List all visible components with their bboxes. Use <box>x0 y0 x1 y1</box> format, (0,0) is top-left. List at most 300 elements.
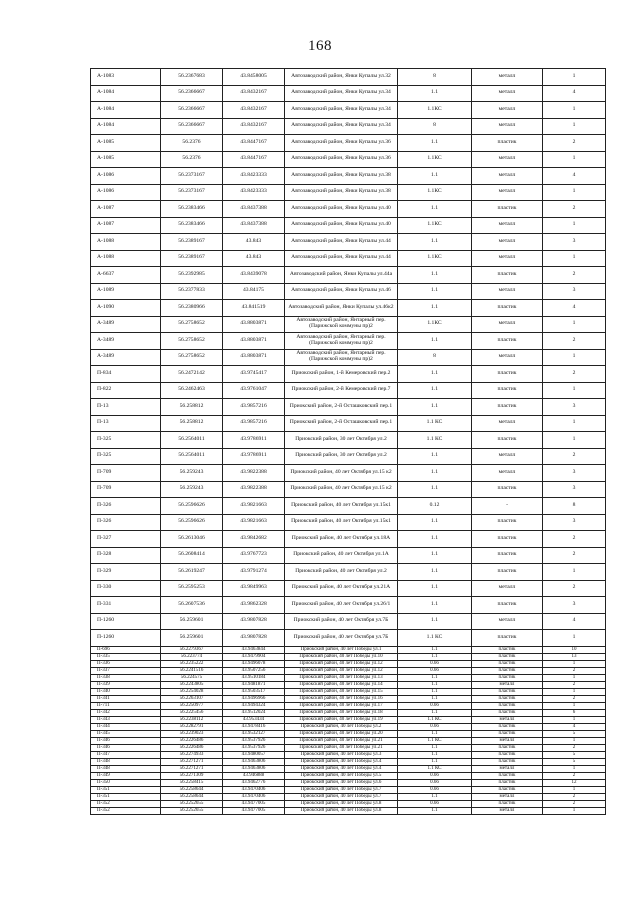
table-row <box>91 564 606 581</box>
address-cell: Приокский район, 40 лет Победы ул.17 <box>285 702 398 709</box>
container-volume-cell: 0.66 <box>398 702 472 709</box>
longitude-cell: 43.9477005 <box>223 807 285 814</box>
table-row <box>91 415 606 432</box>
container-volume-cell: 1.1 <box>398 531 472 548</box>
object-id-cell: А-3489 <box>91 316 161 333</box>
material-cell: - <box>472 498 543 515</box>
container-volume-cell: 1.1КС <box>398 250 472 267</box>
address-cell: Приокский район, 40 лет Победы ул.18 <box>285 709 398 716</box>
material-cell: пластик <box>472 660 543 667</box>
address-cell: Приокский район, 40 лет Победы ул.15 <box>285 688 398 695</box>
longitude-cell: 43.9767723 <box>223 547 285 564</box>
address-cell: Приокский район, 40 лет Победы ул.21 <box>285 744 398 751</box>
address-cell: Приокский район, 40 лет Победы ул.19 <box>285 716 398 723</box>
latitude-cell: 56.2613046 <box>161 531 223 548</box>
table-row <box>91 702 606 709</box>
address-cell: Приокский район, 40 лет Победы ул.6 <box>285 779 398 786</box>
container-volume-cell: 0.12 <box>398 498 472 515</box>
longitude-cell: 43.9761047 <box>223 382 285 399</box>
count-cell: 3 <box>543 597 606 614</box>
object-id-cell: П-345 <box>91 730 161 737</box>
address-cell: Приокский район, 40 лет Победы ул.10 <box>285 653 398 660</box>
address-cell: Приокский район, 1-й Кемеровский пер.2 <box>285 366 398 383</box>
longitude-cell: 43.9791274 <box>223 564 285 581</box>
count-cell: 3 <box>543 234 606 251</box>
object-id-cell: П-348 <box>91 765 161 772</box>
address-cell: Приокский район, 40 лет Победы ул.13 <box>285 674 398 681</box>
object-id-cell: П-336 <box>91 660 161 667</box>
longitude-cell: 43.8423333 <box>223 184 285 201</box>
container-volume-cell: 1.1 КС <box>398 716 472 723</box>
longitude-cell: 43.9786911 <box>223 432 285 449</box>
latitude-cell: 56.259601 <box>161 613 223 630</box>
material-cell: пластик <box>472 630 543 647</box>
latitude-cell: 56.2389167 <box>161 250 223 267</box>
object-id-cell: А-6637 <box>91 267 161 284</box>
longitude-cell: 43.9862328 <box>223 597 285 614</box>
table-row <box>91 723 606 730</box>
table-row <box>91 85 606 102</box>
address-cell: Приокский район, 40 лет Победы ул.5 <box>285 772 398 779</box>
table-row <box>91 807 606 814</box>
object-id-cell: П-346 <box>91 737 161 744</box>
table-row <box>91 786 606 793</box>
longitude-cell: 43.9807828 <box>223 630 285 647</box>
address-cell: Автозаводский район, Янки Купалы ул.32 <box>285 69 398 86</box>
longitude-cell: 43.9857216 <box>223 415 285 432</box>
address-cell: Приокский район, 40 лет Победы ул.14 <box>285 681 398 688</box>
latitude-cell: 56.2595253 <box>161 580 223 597</box>
container-volume-cell: 1.1 <box>398 674 472 681</box>
container-volume-cell: 1.1 <box>398 283 472 300</box>
latitude-cell: 56.2596626 <box>161 514 223 531</box>
object-id-cell: П-346 <box>91 744 161 751</box>
table-row <box>91 69 606 86</box>
table-row <box>91 646 606 653</box>
address-cell: Автозаводский район, Янки Купалы ул.46 <box>285 283 398 300</box>
latitude-cell: 56.2241516 <box>161 667 223 674</box>
address-cell: Приокский район, 40 лет Победы ул.7 <box>285 793 398 800</box>
latitude-cell: 56.2271309 <box>161 772 223 779</box>
material-cell: пластик <box>472 695 543 702</box>
address-cell: Автозаводский район, Янки Купалы ул.36 <box>285 135 398 152</box>
address-cell: Приокский район, 40 лет Октября ул.7Б <box>285 630 398 647</box>
material-cell: металл <box>472 465 543 482</box>
material-cell: металл <box>472 613 543 630</box>
count-cell: 2 <box>543 800 606 807</box>
latitude-cell: 56.2271271 <box>161 758 223 765</box>
material-cell: пластик <box>472 333 543 350</box>
count-cell: 2 <box>543 448 606 465</box>
count-cell: 1 <box>543 250 606 267</box>
latitude-cell: 56.2383466 <box>161 201 223 218</box>
table-row <box>91 201 606 218</box>
object-id-cell: П-337 <box>91 667 161 674</box>
material-cell: металл <box>472 765 543 772</box>
longitude-cell: 43.8458005 <box>223 69 285 86</box>
count-cell: 1 <box>543 382 606 399</box>
material-cell: пластик <box>472 399 543 416</box>
container-volume-cell: 0.66 <box>398 786 472 793</box>
count-cell: 1 <box>543 316 606 333</box>
address-cell: Приокский район, 40 лет Победы ул.2 <box>285 723 398 730</box>
material-cell: пластик <box>472 597 543 614</box>
object-id-cell: А-1083 <box>91 69 161 86</box>
address-cell: Автозаводский район, Янки Купалы ул.34 <box>285 102 398 119</box>
longitude-cell: 43.8437388 <box>223 201 285 218</box>
address-cell: Приокский район, 40 лет Победы ул.8 <box>285 800 398 807</box>
container-volume-cell: 1.1КС <box>398 102 472 119</box>
material-cell: металл <box>472 168 543 185</box>
object-id-cell: П-340 <box>91 688 161 695</box>
address-cell: Автозаводский район, Янки Купалы ул.44а <box>285 267 398 284</box>
object-id-cell: П-343 <box>91 716 161 723</box>
table-row <box>91 751 606 758</box>
longitude-cell: 43.9503517 <box>223 688 285 695</box>
table-row <box>91 151 606 168</box>
material-cell: пластик <box>472 800 543 807</box>
longitude-cell: 43.9479904 <box>223 653 285 660</box>
object-id-cell: П-344 <box>91 723 161 730</box>
table-row <box>91 716 606 723</box>
table-row <box>91 597 606 614</box>
table-row <box>91 250 606 267</box>
object-id-cell: П-347 <box>91 751 161 758</box>
container-volume-cell: 0.66 <box>398 772 472 779</box>
count-cell: 3 <box>543 481 606 498</box>
address-cell: Приокский район, 40 лет Победы ул.3 <box>285 751 398 758</box>
material-cell: пластик <box>472 646 543 653</box>
table-row <box>91 465 606 482</box>
count-cell: 2 <box>543 580 606 597</box>
longitude-cell: 43.8439078 <box>223 267 285 284</box>
latitude-cell: 56.2226486 <box>161 737 223 744</box>
longitude-cell: 43.9532127 <box>223 730 285 737</box>
address-cell: Автозаводский район, Янки Купалы ул.44 <box>285 250 398 267</box>
object-id-cell: А-3489 <box>91 333 161 350</box>
container-volume-cell: 8 <box>398 69 472 86</box>
longitude-cell: 43.9462776 <box>223 779 285 786</box>
table-row <box>91 102 606 119</box>
object-id-cell: П-822 <box>91 382 161 399</box>
table-row <box>91 772 606 779</box>
address-cell: Автозаводский район, Янки Купалы ул.34 <box>285 118 398 135</box>
table-row <box>91 234 606 251</box>
longitude-cell: 43.8423333 <box>223 168 285 185</box>
container-volume-cell: 1.1КС <box>398 217 472 234</box>
table-row <box>91 432 606 449</box>
latitude-cell: 56.2758652 <box>161 333 223 350</box>
object-id-cell: П-339 <box>91 681 161 688</box>
latitude-cell: 56.2279367 <box>161 646 223 653</box>
count-cell: 2 <box>543 333 606 350</box>
count-cell: 5 <box>543 758 606 765</box>
longitude-cell: 43.9463844 <box>223 646 285 653</box>
latitude-cell: 56.2274933 <box>161 751 223 758</box>
table-row <box>91 681 606 688</box>
address-cell: Приокский район, 40 лет Победы ул.12 <box>285 660 398 667</box>
object-id-cell: П-325 <box>91 448 161 465</box>
object-id-cell: П-350 <box>91 779 161 786</box>
object-id-cell: А-1087 <box>91 201 161 218</box>
count-cell: 2 <box>543 201 606 218</box>
latitude-cell: 56.2373167 <box>161 168 223 185</box>
count-cell: 1 <box>543 102 606 119</box>
longitude-cell: 43.9849963 <box>223 580 285 597</box>
address-cell: Приокский район, 40 лет Октября ул.15к1 <box>285 514 398 531</box>
object-id-cell: П-327 <box>91 531 161 548</box>
object-id-cell: П-13 <box>91 399 161 416</box>
material-cell: металл <box>472 316 543 333</box>
latitude-cell: 56.2389167 <box>161 234 223 251</box>
latitude-cell: 56.259243 <box>161 465 223 482</box>
latitude-cell: 56.2243805 <box>161 681 223 688</box>
material-cell: металл <box>472 349 543 366</box>
count-cell: 3 <box>543 514 606 531</box>
latitude-cell: 56.2252655 <box>161 800 223 807</box>
material-cell: металл <box>472 217 543 234</box>
material-cell: металл <box>472 793 543 800</box>
count-cell: 1 <box>543 688 606 695</box>
address-cell: Приокский район, 40 лет Октября ул.15 к2 <box>285 481 398 498</box>
material-cell: металл <box>472 448 543 465</box>
table-row <box>91 580 606 597</box>
longitude-cell: 43.9745417 <box>223 366 285 383</box>
longitude-cell: 43.8432167 <box>223 118 285 135</box>
object-id-cell: П-1260 <box>91 613 161 630</box>
material-cell: пластик <box>472 744 543 751</box>
count-cell: 13 <box>543 653 606 660</box>
table-row <box>91 547 606 564</box>
longitude-cell: 43.9463806 <box>223 758 285 765</box>
material-cell: пластик <box>472 382 543 399</box>
material-cell: металл <box>472 234 543 251</box>
latitude-cell: 56.2225456 <box>161 709 223 716</box>
count-cell: 1 <box>543 415 606 432</box>
table-row <box>91 316 606 333</box>
latitude-cell: 56.2366667 <box>161 85 223 102</box>
material-cell: металл <box>472 807 543 814</box>
latitude-cell: 56.2366667 <box>161 102 223 119</box>
table-row <box>91 613 606 630</box>
longitude-cell: 43.843 <box>223 250 285 267</box>
object-id-cell: П-709 <box>91 465 161 482</box>
latitude-cell: 56.2376 <box>161 151 223 168</box>
address-cell: Автозаводский район, Янки Купалы ул.38 <box>285 168 398 185</box>
count-cell: 2 <box>543 547 606 564</box>
longitude-cell: 43.9478416 <box>223 723 285 730</box>
latitude-cell: 56.259243 <box>161 481 223 498</box>
address-cell: Приокский район, 40 лет Победы ул.21 <box>285 737 398 744</box>
material-cell: металл <box>472 85 543 102</box>
table-row <box>91 300 606 317</box>
container-volume-cell: 1.1 <box>398 234 472 251</box>
material-cell: пластик <box>472 772 543 779</box>
table-row <box>91 688 606 695</box>
latitude-cell: 56.2462463 <box>161 382 223 399</box>
table-row <box>91 709 606 716</box>
table-row <box>91 481 606 498</box>
count-cell: 1 <box>543 716 606 723</box>
table-row <box>91 514 606 531</box>
table-row <box>91 730 606 737</box>
count-cell: 2 <box>543 744 606 751</box>
table-row <box>91 267 606 284</box>
latitude-cell: 56.224575 <box>161 674 223 681</box>
container-volume-cell: 1.1 <box>398 399 472 416</box>
longitude-cell: 43.9507256 <box>223 667 285 674</box>
count-cell: 2 <box>543 667 606 674</box>
object-id-cell: П-711 <box>91 702 161 709</box>
address-cell: Приокский район, 40 лет Победы ул.1 <box>285 646 398 653</box>
count-cell: 4 <box>543 723 606 730</box>
longitude-cell: 43.9807828 <box>223 613 285 630</box>
longitude-cell: 43.9821663 <box>223 498 285 515</box>
longitude-cell: 43.8803871 <box>223 316 285 333</box>
latitude-cell: 56.2226486 <box>161 744 223 751</box>
count-cell: 3 <box>543 465 606 482</box>
latitude-cell: 56.258812 <box>161 415 223 432</box>
container-volume-cell: 1.1 <box>398 730 472 737</box>
container-volume-cell: 1.1 <box>398 807 472 814</box>
container-volume-cell: 1.1 <box>398 751 472 758</box>
address-cell: Автозаводский район, Янки Купалы ул.38 <box>285 184 398 201</box>
table-row <box>91 779 606 786</box>
count-cell: 2 <box>543 793 606 800</box>
container-volume-cell: 8 <box>398 118 472 135</box>
table-row <box>91 382 606 399</box>
latitude-cell: 56.2564011 <box>161 432 223 449</box>
count-cell: 1 <box>543 349 606 366</box>
table-row <box>91 399 606 416</box>
latitude-cell: 56.2239023 <box>161 730 223 737</box>
latitude-cell: 56.2392985 <box>161 267 223 284</box>
material-cell: пластик <box>472 135 543 152</box>
latitude-cell: 56.2254028 <box>161 688 223 695</box>
container-volume-cell: 1.1КС <box>398 316 472 333</box>
address-cell: Приокский район, 40 лет Победы ул.7 <box>285 786 398 793</box>
address-cell: Приокский район, 40 лет Победы ул.4 <box>285 765 398 772</box>
latitude-cell: 56.2564011 <box>161 448 223 465</box>
container-volume-cell: 1.1 <box>398 580 472 597</box>
container-volume-cell: 1.1 <box>398 646 472 653</box>
longitude-cell: 43.8432167 <box>223 102 285 119</box>
material-cell: пластик <box>472 300 543 317</box>
latitude-cell: 56.2235222 <box>161 660 223 667</box>
object-id-cell: П-341 <box>91 695 161 702</box>
material-cell: пластик <box>472 751 543 758</box>
latitude-cell: 56.2758652 <box>161 316 223 333</box>
longitude-cell: 43.8437388 <box>223 217 285 234</box>
table-row <box>91 660 606 667</box>
container-volume-cell: 1.1 КС <box>398 630 472 647</box>
object-id-cell: А-1084 <box>91 102 161 119</box>
material-cell: пластик <box>472 702 543 709</box>
object-id-cell: П-348 <box>91 758 161 765</box>
latitude-cell: 56.2619247 <box>161 564 223 581</box>
latitude-cell: 56.2238112 <box>161 716 223 723</box>
latitude-cell: 56.259601 <box>161 630 223 647</box>
longitude-cell: 43.9822388 <box>223 465 285 482</box>
longitude-cell: 43.9822388 <box>223 481 285 498</box>
object-id-cell: А-3489 <box>91 349 161 366</box>
table-row <box>91 333 606 350</box>
container-volume-cell: 1.1КС <box>398 184 472 201</box>
longitude-cell: 43.8447167 <box>223 151 285 168</box>
longitude-cell: 43.8803871 <box>223 333 285 350</box>
table-row <box>91 366 606 383</box>
address-cell: Автозаводский район, Янки Купалы ул.36 <box>285 151 398 168</box>
count-cell: 3 <box>543 283 606 300</box>
count-cell: 3 <box>543 399 606 416</box>
latitude-cell: 56.2373167 <box>161 184 223 201</box>
material-cell: металл <box>472 250 543 267</box>
container-volume-cell: 0.66 <box>398 723 472 730</box>
count-cell: 1 <box>543 184 606 201</box>
material-cell: пластик <box>472 481 543 498</box>
latitude-cell: 56.223774 <box>161 653 223 660</box>
table-row <box>91 349 606 366</box>
longitude-cell: 43.9821663 <box>223 514 285 531</box>
material-cell: пластик <box>472 201 543 218</box>
object-id-cell: П-326 <box>91 514 161 531</box>
latitude-cell: 56.2376 <box>161 135 223 152</box>
latitude-cell: 56.2282791 <box>161 723 223 730</box>
object-id-cell: А-1085 <box>91 135 161 152</box>
object-id-cell: А-1087 <box>91 217 161 234</box>
latitude-cell: 56.2366667 <box>161 118 223 135</box>
object-id-cell: П-349 <box>91 772 161 779</box>
count-cell: 1 <box>543 737 606 744</box>
object-id-cell: П-352 <box>91 807 161 814</box>
object-id-cell: П-326 <box>91 498 161 515</box>
address-cell: Приокский район, 40 лет Октября ул.18А <box>285 531 398 548</box>
object-id-cell: П-352 <box>91 800 161 807</box>
container-volume-cell: 1.1 <box>398 465 472 482</box>
count-cell: 2 <box>543 772 606 779</box>
count-cell: 1 <box>543 118 606 135</box>
count-cell: 6 <box>543 709 606 716</box>
object-id-cell: П-351 <box>91 786 161 793</box>
address-cell: Приокский район, 2-й Кемеровский пер.7 <box>285 382 398 399</box>
object-id-cell: П-1260 <box>91 630 161 647</box>
material-cell: пластик <box>472 779 543 786</box>
longitude-cell: 43.8432167 <box>223 85 285 102</box>
container-volume-cell: 1.1 КС <box>398 765 472 772</box>
count-cell: 2 <box>543 531 606 548</box>
longitude-cell: 43.9470406 <box>223 793 285 800</box>
container-volume-cell: 1.1 КС <box>398 737 472 744</box>
count-cell: 2 <box>543 681 606 688</box>
latitude-cell: 56.258812 <box>161 399 223 416</box>
container-volume-cell: 1.1 КС <box>398 415 472 432</box>
count-cell: 1 <box>543 786 606 793</box>
address-cell: Приокский район, 40 лет Победы ул.4 <box>285 758 398 765</box>
latitude-cell: 56.2472142 <box>161 366 223 383</box>
container-volume-cell: 1.1 <box>398 613 472 630</box>
address-cell: Приокский район, 40 лет Победы ул.12 <box>285 667 398 674</box>
object-id-cell: П-696 <box>91 646 161 653</box>
longitude-cell: 43.9480057 <box>223 751 285 758</box>
container-volume-cell: 1.1 <box>398 681 472 688</box>
address-cell: Автозаводский район, Янтарный пер. (Парижской коммуны пр)2 <box>285 316 398 333</box>
container-volume-cell: 0.66 <box>398 800 472 807</box>
longitude-cell: 43.946888 <box>223 772 285 779</box>
material-cell: пластик <box>472 564 543 581</box>
count-cell: 1 <box>543 660 606 667</box>
latitude-cell: 56.2258415 <box>161 779 223 786</box>
count-cell: 1 <box>543 564 606 581</box>
